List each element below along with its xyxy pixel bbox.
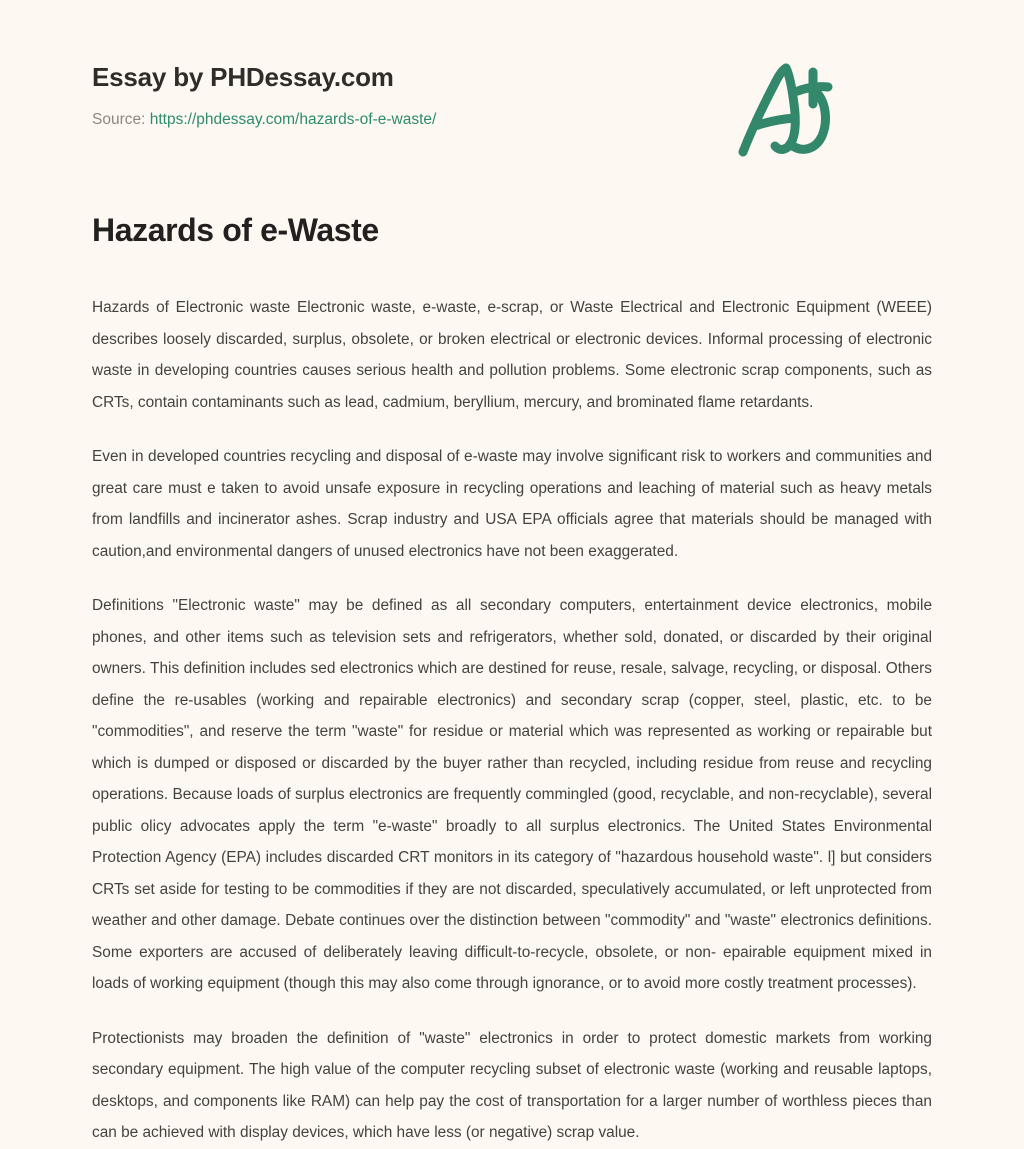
essay-body xyxy=(92,292,932,1149)
phdessay-a-plus-logo xyxy=(730,56,840,160)
source-label: Source: xyxy=(92,111,146,129)
brand-byline: Essay by PHDessay.com xyxy=(92,62,394,92)
a-plus-icon xyxy=(730,56,840,160)
paragraph: Protectionists may broaden the definition of "waste" electronics in order to protect domestic markets from working secondary equipment. The high value of the computer recycling subset of electronic waste (working and reusable laptops, desktops, and components like RAM) can help pay the cost of transportation for a larger number of worthless pieces than can be achieved with display devices, which have less (or negative) scrap value. xyxy=(92,1029,932,1141)
paragraph: Definitions "Electronic waste" may be defined as all secondary computers, entertainment device electronics, mobile phones, and other items such as television sets and refrigerators, whether sold, donated, or discarded by their original owners. This definition includes sed electronics which are destined for reuse, resale, salvage, recycling, or disposal. Others define the re-usables (working and repairable electronics) and secondary scrap (copper, steel, plastic, etc. to be "commodities", and reserve the term "waste" for residue or material which was represented as working or repairable but which is dumped or disposed or discarded by the buyer rather than recycled, including residue from reuse and recycling operations. Because loads of surplus electronics are frequently commingled (good, recyclable, and non-recyclable), several public olicy advocates apply the term "e-waste" broadly to all surplus electronics. The United States Environmental Protection Agency (EPA) includes discarded CRT monitors in its category of "hazardous household waste". l] but considers CRTs set aside for testing to be commodities if they are not discarded, speculatively accumulated, or left unprotected from weather and other damage. Debate continues over the distinction between "commodity" and "waste" electronics definitions. Some exporters are accused of deliberately leaving difficult-to-recycle, obsolete, or non- epairable equipment mixed in loads of working equipment (though this may also come through ignorance, or to avoid more costly treatment processes). xyxy=(92,597,932,992)
paragraph: Hazards of Electronic waste Electronic waste, e-waste, e-scrap, or Waste Electrical and Electronic Equipment (WEEE) describes loosely discarded, surplus, obsolete, or broken electrical or electronic devices. Informal processing of electronic waste in developing countries causes serious health and pollution problems. Some electronic scrap components, such as CRTs, contain contaminants such as lead, cadmium, beryllium, mercury, and brominated flame retardants. xyxy=(92,299,932,411)
source-url-link[interactable]: https://phdessay.com/hazards-of-e-waste/ xyxy=(149,111,437,129)
page-title: Hazards of e-Waste xyxy=(92,212,379,248)
page-header xyxy=(92,0,932,129)
paragraph: Even in developed countries recycling and disposal of e-waste may involve significant risk to workers and communities and great care must e taken to avoid unsafe exposure in recycling operations and leaching of material such as heavy metals from landfills and incinerator ashes. Scrap industry and USA EPA officials agree that materials should be managed with caution,and environmental dangers of unused electronics have not been exaggerated. xyxy=(92,448,932,560)
